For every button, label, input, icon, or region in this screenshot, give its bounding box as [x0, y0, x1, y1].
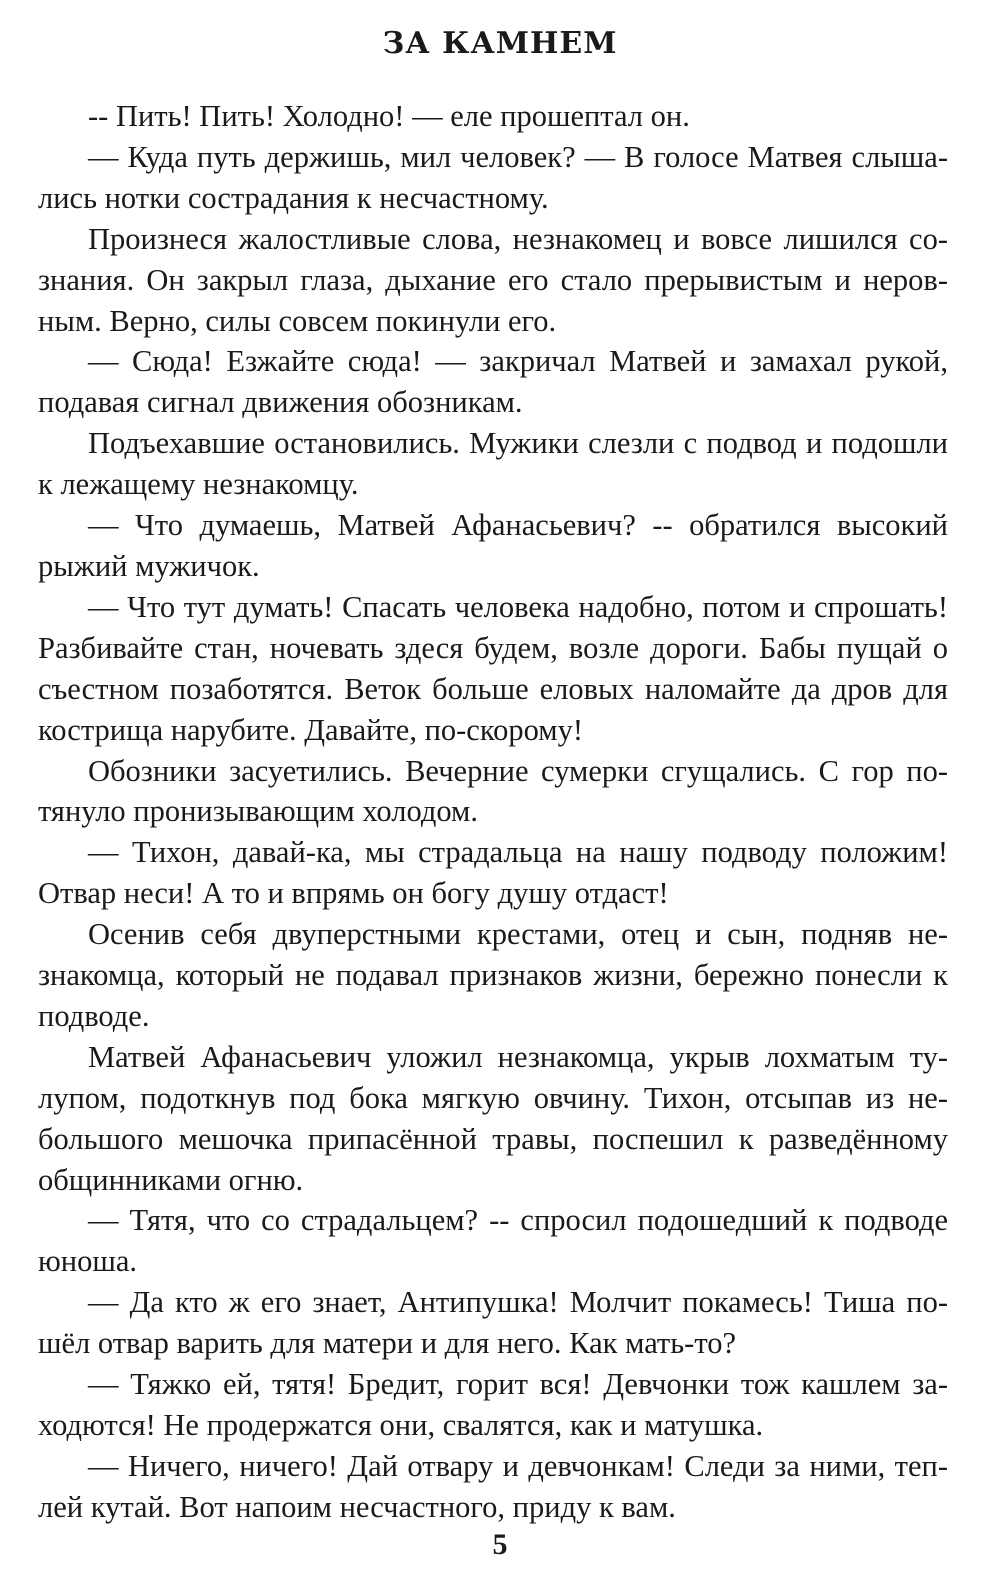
paragraph: — Тихон, давай-ка, мы страдальца на нашу подводу положим! Отвар неси! А то и впрямь он богу душу отдаст!	[38, 835, 948, 911]
paragraph: — Что думаешь, Матвей Афанасьевич? -- обратился высокий рыжий мужичок.	[38, 508, 948, 583]
paragraph: — Да кто ж его знает, Антипушка! Молчит покамесь! Тиша пошёл отвар варить для матери и для него. Как мать-то?	[38, 1285, 948, 1361]
paragraph: — Тяжко ей, тятя! Бредит, горит вся! Девчонки тож кашлем заходются! Не продержатся они, свалятся, как и матушка.	[38, 1367, 948, 1442]
paragraph: — Куда путь держишь, мил человек? — В голосе Матвея слышались нотки сострадания к несчастному.	[38, 139, 948, 215]
paragraph: Произнеся жалостливые слова, незнакомец и вовсе лишился сознания. Он закрыл глаза, дыхание его стало прерывистым и неровным. Верно, силы совсем покинули его.	[38, 221, 948, 338]
paragraph: Обозники засуетились. Вечерние сумерки сгущались. С гор потянуло пронизывающим холодом.	[38, 753, 948, 829]
paragraph: — Ничего, ничего! Дай отвару и девчонкам! Следи за ними, теплей кутай. Вот напоим несчастного, приду к вам.	[38, 1448, 948, 1524]
paragraph: -- Пить! Пить! Холодно! — еле прошептал он.	[88, 99, 690, 133]
paragraph: — Что тут думать! Спасать человека надобно, потом и спрошать! Разбивайте стан, ночевать здеся будем, возле дороги. Бабы пущай о съестном позаботятся. Веток больше еловых наломайте да дров для кострища нарубите. Давайте, по-скорому!	[38, 589, 948, 747]
paragraph: Подъехавшие остановились. Мужики слезли с подвод и подошли к лежащему незнакомцу.	[38, 426, 948, 502]
paragraph: — Тятя, что со страдальцем? -- спросил подошедший к подводе юноша.	[38, 1203, 948, 1279]
running-title: ЗА КАМНЕМ	[382, 26, 618, 61]
paragraph: Матвей Афанасьевич уложил незнакомца, укрыв лохматым тулупом, подоткнув под бока мягкую овчину. Тихон, отсыпав из небольшого мешочка припасённой травы, поспешил к разведённому общинниками огню.	[38, 1039, 948, 1197]
paragraph: Осенив себя двуперстными крестами, отец и сын, подняв незнакомца, который не подавал признаков жизни, бережно понесли к подводе.	[38, 917, 948, 1033]
paragraph: — Сюда! Езжайте сюда! — закричал Матвей и замахал рукой, подавая сигнал движения обозникам.	[38, 344, 948, 420]
page-number: 5	[492, 1528, 508, 1561]
body-text	[38, 96, 948, 1528]
